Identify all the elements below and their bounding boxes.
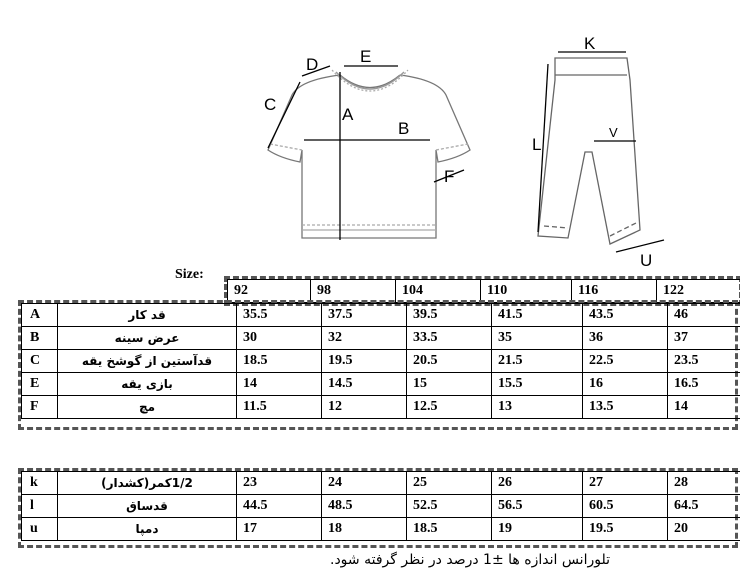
row-value: 13.5	[583, 396, 668, 419]
label-k: K	[584, 34, 596, 53]
row-value: 12.5	[407, 396, 492, 419]
size-col: 110	[481, 280, 572, 303]
row-value: 41.5	[492, 304, 583, 327]
table-row	[22, 495, 740, 518]
row-value: 43.5	[583, 304, 668, 327]
label-e: E	[360, 47, 372, 66]
row-name: بازی یقه	[58, 373, 237, 396]
row-value: 23.5	[668, 350, 740, 373]
size-col: 92	[228, 280, 311, 303]
row-value: 19	[492, 518, 583, 541]
size-label: Size:	[175, 267, 204, 282]
row-code: k	[22, 472, 58, 495]
row-value: 18.5	[237, 350, 322, 373]
row-value: 44.5	[237, 495, 322, 518]
row-code: F	[22, 396, 58, 419]
row-value: 22.5	[583, 350, 668, 373]
tshirt-drawing	[268, 70, 470, 238]
row-value: 14	[237, 373, 322, 396]
row-value: 25	[407, 472, 492, 495]
row-value: 16.5	[668, 373, 740, 396]
row-value: 28	[668, 472, 740, 495]
label-v: V	[609, 125, 618, 140]
table-row	[22, 396, 740, 419]
row-value: 26	[492, 472, 583, 495]
row-value: 35.5	[237, 304, 322, 327]
row-value: 23	[237, 472, 322, 495]
garment-drawing	[0, 0, 740, 270]
row-value: 17	[237, 518, 322, 541]
row-value: 19.5	[322, 350, 407, 373]
shirt-measure-lines	[268, 66, 464, 240]
row-value: 15.5	[492, 373, 583, 396]
pants-drawing	[538, 58, 640, 244]
bottom-table-frame	[18, 468, 738, 548]
row-value: 18	[322, 518, 407, 541]
row-name: مچ	[58, 396, 237, 419]
row-code: u	[22, 518, 58, 541]
garment-diagram	[0, 0, 740, 270]
row-value: 11.5	[237, 396, 322, 419]
table-row	[22, 373, 740, 396]
row-value: 12	[322, 396, 407, 419]
row-value: 27	[583, 472, 668, 495]
row-name: قدساق	[58, 495, 237, 518]
size-col: 98	[311, 280, 396, 303]
row-code: l	[22, 495, 58, 518]
tolerance-note: تلورانس اندازه ها ±1 درصد در نظر گرفته شود.	[330, 552, 610, 568]
size-col: 104	[396, 280, 481, 303]
row-value: 19.5	[583, 518, 668, 541]
row-value: 20.5	[407, 350, 492, 373]
row-value: 64.5	[668, 495, 740, 518]
row-name: 1/2کمر(کشدار)	[58, 472, 237, 495]
row-value: 35	[492, 327, 583, 350]
label-c: C	[264, 95, 277, 114]
table-row	[22, 350, 740, 373]
row-value: 30	[237, 327, 322, 350]
label-f: F	[444, 167, 455, 186]
row-value: 33.5	[407, 327, 492, 350]
row-value: 48.5	[322, 495, 407, 518]
label-b: B	[398, 119, 410, 138]
top-table-frame	[18, 300, 738, 430]
label-l: L	[532, 135, 542, 154]
pants-measure-lines	[538, 52, 664, 252]
row-name: دمپا	[58, 518, 237, 541]
row-value: 14.5	[322, 373, 407, 396]
label-u: U	[640, 251, 653, 270]
bottom-size-table	[21, 471, 740, 541]
row-value: 37	[668, 327, 740, 350]
row-name: قد کار	[58, 304, 237, 327]
row-value: 56.5	[492, 495, 583, 518]
label-a: A	[342, 105, 354, 124]
row-value: 60.5	[583, 495, 668, 518]
row-value: 21.5	[492, 350, 583, 373]
row-code: A	[22, 304, 58, 327]
row-value: 18.5	[407, 518, 492, 541]
row-value: 39.5	[407, 304, 492, 327]
row-value: 32	[322, 327, 407, 350]
row-value: 14	[668, 396, 740, 419]
row-value: 20	[668, 518, 740, 541]
row-code: B	[22, 327, 58, 350]
row-code: E	[22, 373, 58, 396]
row-value: 52.5	[407, 495, 492, 518]
row-value: 16	[583, 373, 668, 396]
row-value: 36	[583, 327, 668, 350]
row-value: 37.5	[322, 304, 407, 327]
table-row	[22, 472, 740, 495]
row-name: عرض سینه	[58, 327, 237, 350]
table-row	[22, 518, 740, 541]
size-col: 122	[657, 280, 740, 303]
size-col: 116	[572, 280, 657, 303]
label-d: D	[306, 55, 319, 74]
top-size-table	[21, 303, 740, 419]
row-value: 13	[492, 396, 583, 419]
table-row	[22, 304, 740, 327]
row-value: 24	[322, 472, 407, 495]
row-value: 46	[668, 304, 740, 327]
row-value: 15	[407, 373, 492, 396]
row-name: قدآستین از گوشخ یقه	[58, 350, 237, 373]
row-code: C	[22, 350, 58, 373]
table-row	[22, 327, 740, 350]
